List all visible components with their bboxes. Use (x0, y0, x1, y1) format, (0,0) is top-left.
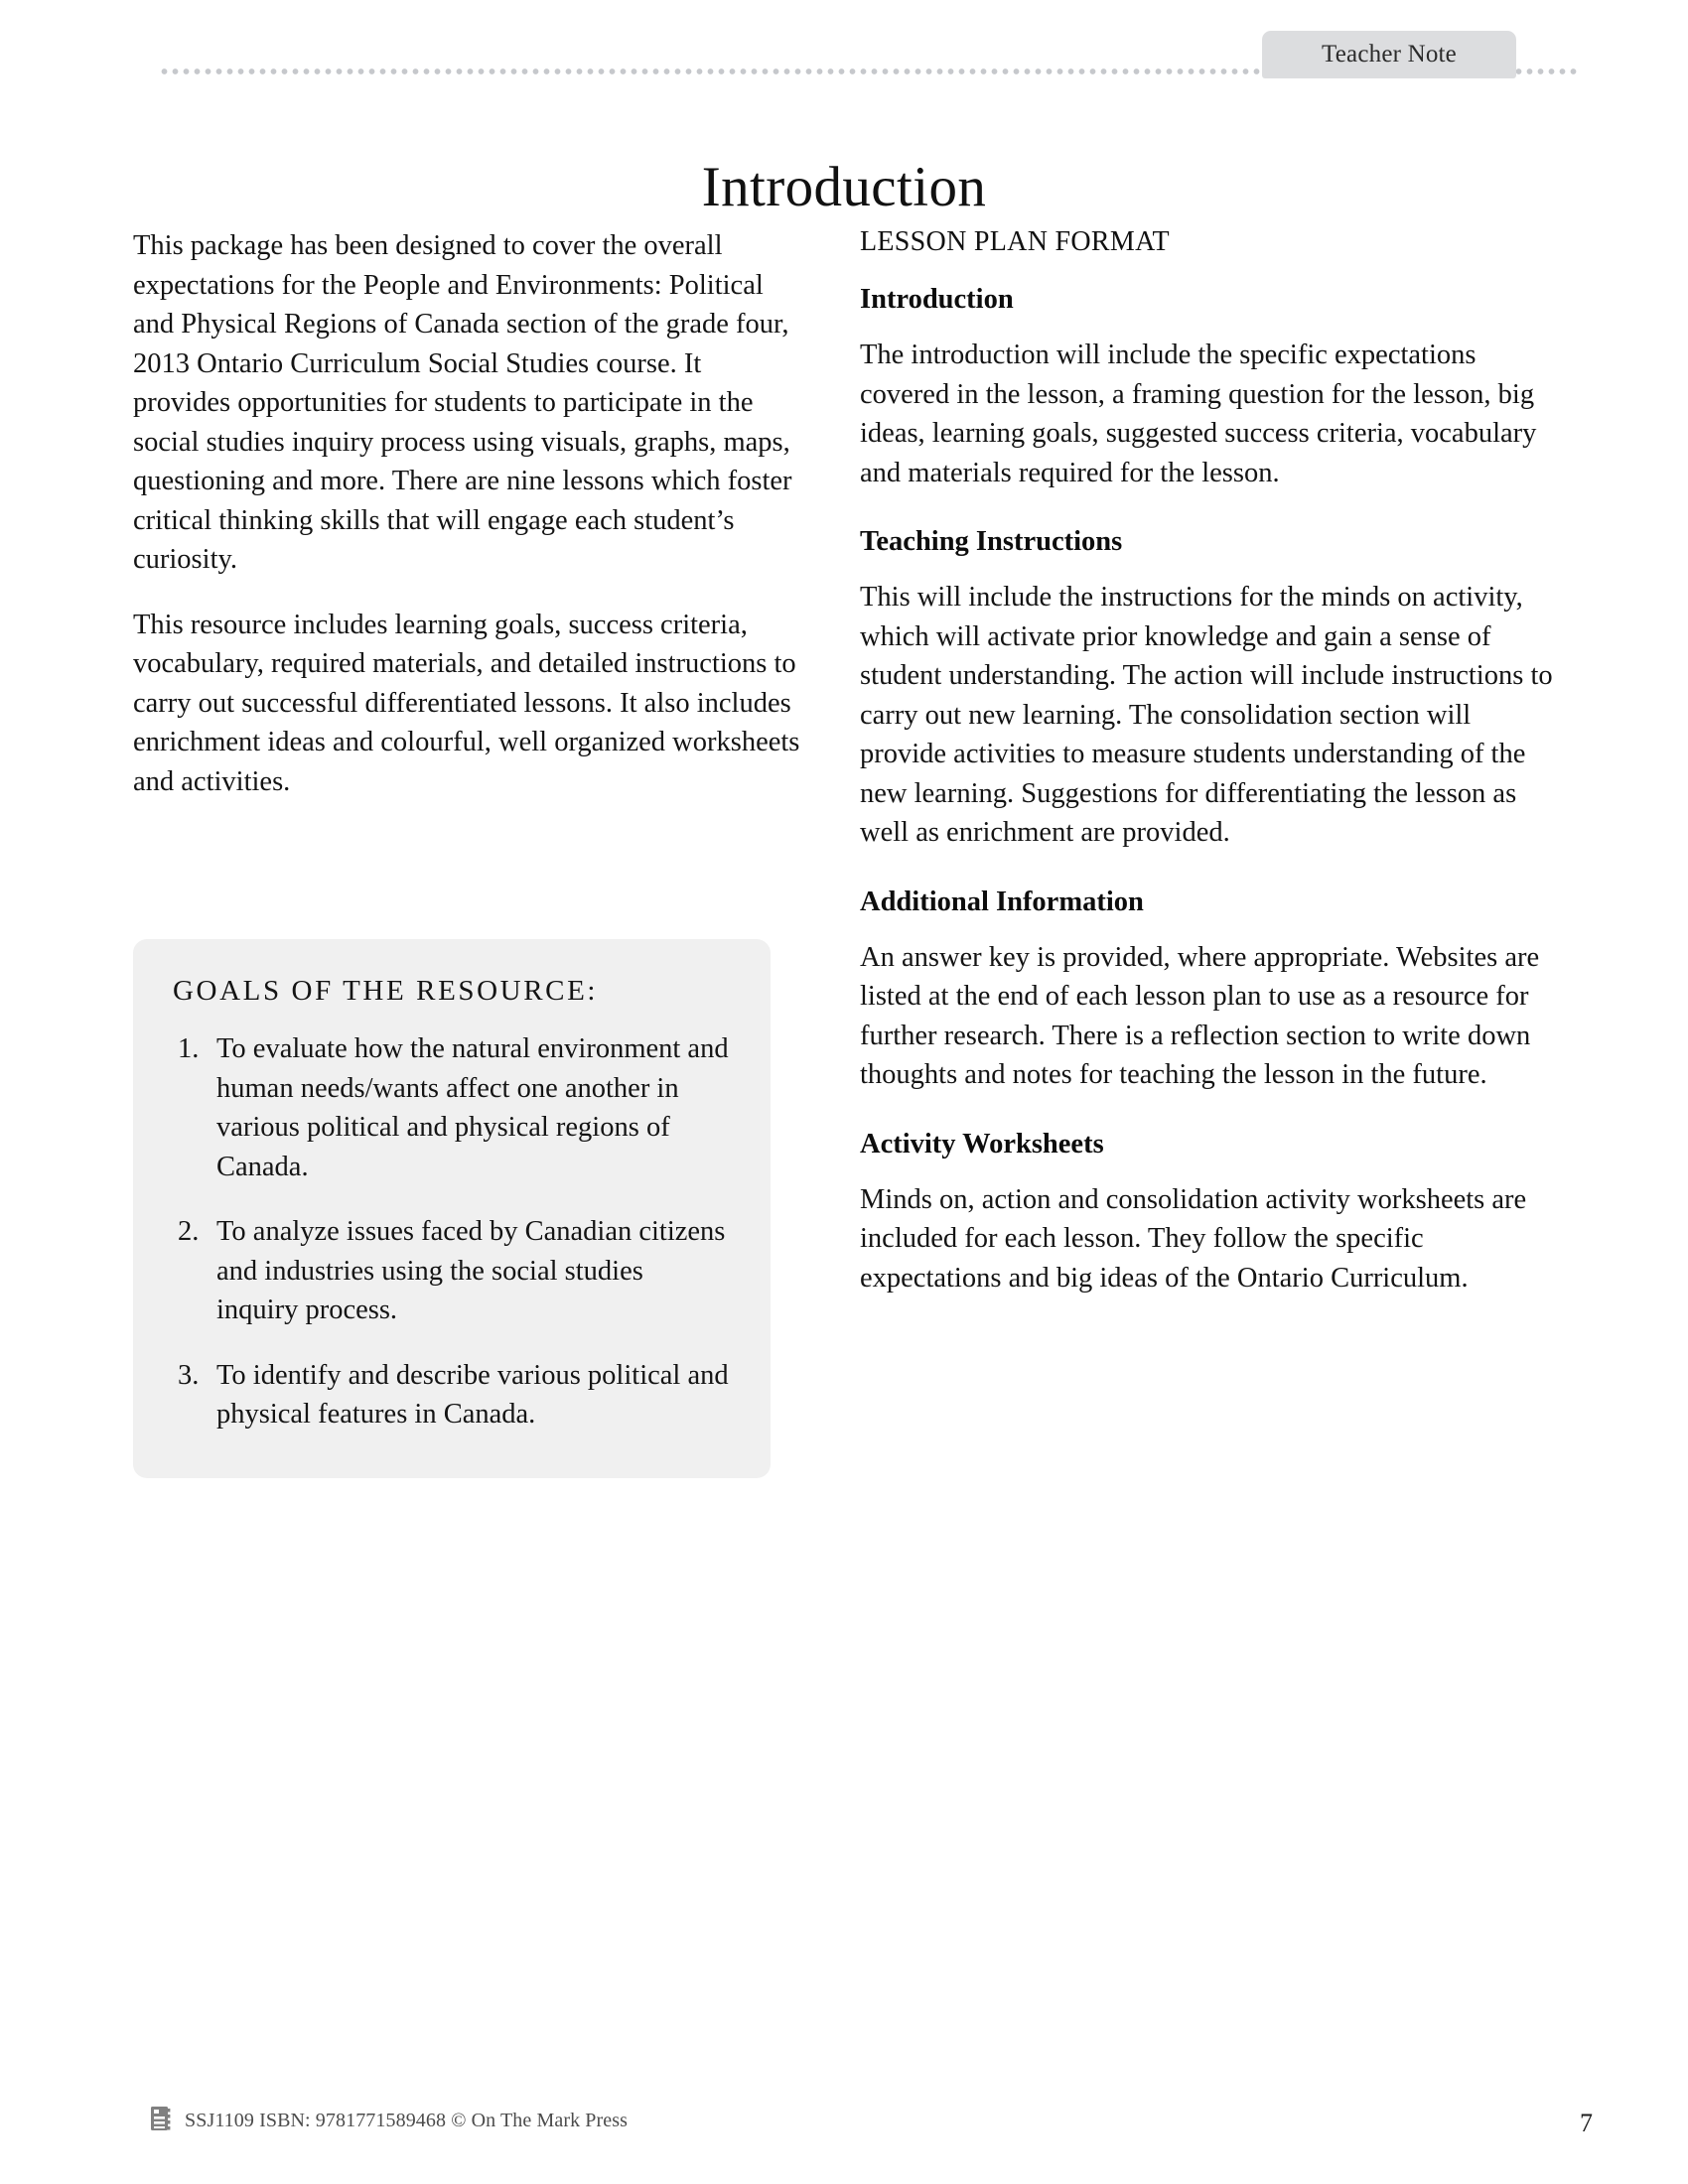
body-columns (133, 226, 1555, 1430)
footer-credit-group (151, 2106, 628, 2136)
section-heading-teaching-instructions: Teaching Instructions (860, 526, 1123, 557)
teacher-note-tab (1262, 31, 1516, 78)
intro-paragraph-1: This package has been designed to cover the overall expectations for the People and Environments: Political and Physical Regions of Canada section of the grade four, 2013 Ontario Curriculum Social Studies course. It provides opportunities for students to participate in the social studies inquiry process using visuals, graphs, maps, questioning and more. There are nine lessons which foster critical thinking skills that will engage each student’s curiosity. (133, 230, 792, 575)
goal-item-1 (173, 1029, 731, 1186)
goal-item-2-text: To analyze issues faced by Canadian citizens and industries using the social studies inquiry process. (216, 1216, 726, 1325)
goal-item-2-number: 2. (178, 1216, 200, 1247)
goals-box-title: GOALS OF THE RESOURCE: (173, 975, 599, 1007)
goal-item-2 (173, 1212, 731, 1330)
section-body-teaching-instructions: This will include the instructions for the minds on activity, which will activate prior knowledge and gain a sense of student understanding. The action will include instructions to carry out new learning. The consolidation section will provide activities to measure students understanding of the new learning. Suggestions for differentiating the lesson as well as enrichment are provided. (860, 582, 1553, 848)
section-body-introduction: The introduction will include the specific expectations covered in the lesson, a framing question for the lesson, big ideas, learning goals, suggested success criteria, vocabulary and materials required for the lesson. (860, 340, 1537, 488)
goals-list (173, 1029, 731, 1434)
teacher-note-label: Teacher Note (1322, 41, 1457, 68)
section-heading-introduction: Introduction (860, 284, 1014, 315)
left-column (133, 226, 804, 1430)
goal-item-1-text: To evaluate how the natural environment and human needs/wants affect one another in various political and physical regions of Canada. (216, 1033, 729, 1182)
goal-item-3-number: 3. (178, 1359, 200, 1391)
intro-paragraph-2: This resource includes learning goals, success criteria, vocabulary, required materials, and detailed instructions to carry out successful differentiated lessons. It also includes enrichment ideas and colourful, well organized worksheets and activities. (133, 609, 800, 797)
book-icon (151, 2106, 174, 2136)
section-body-additional-information: An answer key is provided, where appropriate. Websites are listed at the end of each lesson plan to use as a resource for further research. There is a reflection section to write down thoughts and notes for teaching the lesson in the future. (860, 941, 1540, 1090)
section-body-activity-worksheets: Minds on, action and consolidation activity worksheets are included for each lesson. They follow the specific expectations and big ideas of the Ontario Curriculum. (860, 1183, 1527, 1294)
lesson-plan-format-heading: LESSON PLAN FORMAT (860, 226, 1170, 257)
footer-credit-text: SSJ1109 ISBN: 9781771589468 © On The Mark Press (185, 2110, 629, 2131)
goal-item-1-number: 1. (178, 1033, 200, 1064)
right-column (860, 226, 1555, 1321)
section-heading-additional-information: Additional Information (860, 886, 1144, 917)
page-footer (0, 2065, 1688, 2184)
section-heading-activity-worksheets: Activity Worksheets (860, 1128, 1104, 1160)
goals-of-the-resource-box (133, 939, 771, 1478)
page-header (0, 0, 1688, 91)
page-number: 7 (1580, 2109, 1593, 2137)
goal-item-3 (173, 1356, 731, 1434)
page-title: Introduction (701, 156, 987, 219)
goal-item-3-text: To identify and describe various political and physical features in Canada. (216, 1359, 729, 1430)
